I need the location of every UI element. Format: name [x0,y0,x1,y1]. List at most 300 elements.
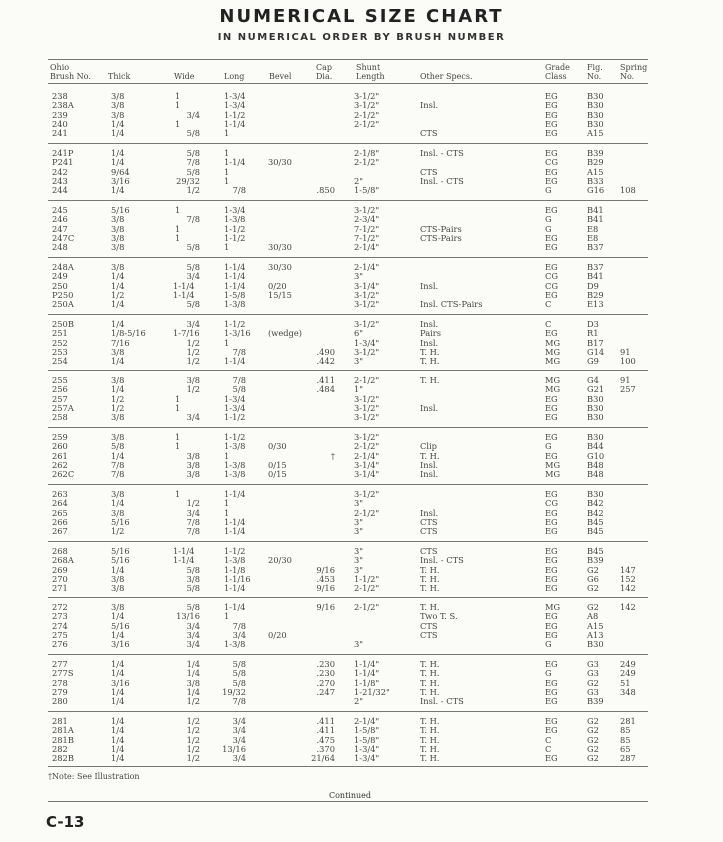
cell-other-specs: CTS [420,128,438,139]
cell-brush-no: 262 [52,459,68,470]
cell-fig-no: B30 [587,109,604,120]
cell-grade-class: EG [545,148,558,158]
cell-cap-dia: 9/16 [316,583,335,594]
cell-wide: 3/4 [186,620,200,631]
cell-grade-class: EG [545,91,558,101]
cell-other-specs: CTS-Pairs [420,232,462,243]
cell-other-specs: T. H. [420,356,440,367]
cell-cap-dia [300,128,335,138]
group-divider [48,484,648,485]
col-header-shunt: Shunt Length [356,63,385,81]
cell-wide: 3/4 [186,109,200,120]
cell-brush-no: 263 [52,489,68,499]
col-header-wide: Wide [174,72,195,81]
cell-brush-no: 268A [52,555,74,566]
cell-long: 1-3/4 [224,402,246,413]
cell-other-specs: T. H. [420,668,440,679]
cell-other-specs: T. H. [420,375,440,385]
cell-fig-no: B39 [587,148,604,158]
cell-fig-no: B30 [587,402,604,413]
cell-cap-dia: .230 [316,659,335,669]
cell-grade-class: G [545,668,552,679]
cell-shunt-length: 7-1/2" [354,232,380,243]
cell-brush-no: 269 [52,564,68,575]
cell-long: 7/8 [232,620,246,631]
cell-shunt-length: 2-1/2" [354,109,380,120]
cell-fig-no: B30 [587,489,604,499]
cell-wide: 3/8 [186,450,200,461]
cell-wide: 3/8 [186,573,200,584]
cell-shunt-length: 3" [354,639,364,650]
col-header-cap: Cap Dia. [316,63,333,81]
cell-shunt-length: 1-1/8" [354,677,380,688]
cell-grade-class: MG [545,337,561,348]
cell-wide: 7/8 [186,526,200,537]
cell-cap-dia: .850 [316,185,335,196]
cell-shunt-length: 6" [354,328,364,339]
cell-fig-no: G3 [587,659,599,669]
cell-cap-dia [300,639,335,649]
cell-long: 1-1/16 [224,573,251,584]
cell-long: 1-3/8 [224,459,246,470]
cell-brush-no: 274 [52,620,68,631]
cell-fig-no: E8 [587,232,599,243]
cell-other-specs: Insl. - CTS [420,555,464,566]
cell-long: 1 [224,166,230,177]
cell-grade-class: EG [545,128,558,139]
cell-spring-no: 51 [620,677,631,688]
cell-wide: 1/2 [186,734,200,745]
cell-thick: 3/8 [111,262,125,272]
cell-brush-no: 275 [52,629,68,640]
cell-long: 1-1/2 [224,232,246,243]
cell-long: 1-1/4 [224,271,246,282]
cell-fig-no: G2 [587,583,599,594]
cell-long: 1 [224,507,230,518]
cell-long: 1-1/4 [224,118,246,129]
cell-grade-class: CG [545,157,558,168]
cell-shunt-length: 7-1/2" [354,223,380,234]
cell-other-specs: T. H. [420,346,440,357]
cell-wide: 1/2 [186,498,200,509]
cell-cap-dia: .411 [316,725,335,736]
cell-long: 7/8 [232,185,246,196]
cell-grade-class: EG [545,546,558,556]
cell-grade-class: EG [545,725,558,736]
cell-brush-no: 254 [52,356,68,367]
cell-fig-no: G16 [587,185,605,196]
cell-fig-no: G21 [587,384,605,395]
cell-thick: 1/4 [111,564,125,575]
cell-other-specs: Pairs [420,328,442,339]
cell-long: 7/8 [232,375,246,385]
cell-brush-no: 240 [52,118,68,129]
cell-grade-class: EG [545,489,558,499]
cell-shunt-length: 2-1/2" [354,583,380,594]
cell-grade-class: CG [545,271,558,282]
cell-cap-dia: .453 [316,573,335,584]
cell-long: 1-1/4 [224,602,246,612]
cell-grade-class: EG [545,753,558,764]
cell-fig-no: G3 [587,686,599,697]
cell-shunt-length: 3-1/2" [354,319,380,329]
cell-fig-no: B48 [587,459,604,470]
cell-wide: 3/4 [186,271,200,282]
cell-shunt-length: 3-1/2" [354,489,380,499]
cell-fig-no: A8 [587,611,599,622]
cell-fig-no: B45 [587,516,604,527]
cell-long: 1-1/4 [224,526,246,537]
cell-bevel: 30/30 [268,242,292,253]
cell-grade-class: EG [545,412,558,423]
cell-thick: 1/2 [111,289,125,300]
cell-other-specs: CTS [420,516,438,527]
col-header-brush: Ohio Brush No. [50,63,91,81]
cell-thick: 3/16 [111,175,130,186]
cell-spring-no: 152 [620,573,636,584]
cell-grade-class: C [545,319,552,329]
cell-fig-no: B39 [587,696,604,707]
cell-fig-no: G2 [587,743,599,754]
cell-grade-class: EG [545,696,558,707]
cell-bevel: 0/30 [268,441,287,452]
continued-label: Continued [328,791,372,800]
cell-thick: 1/4 [111,185,125,196]
cell-grade-class: CG [545,498,558,509]
cell-fig-no: G10 [587,450,605,461]
cell-fig-no: D3 [587,319,599,329]
cell-wide: 1-7/16 [173,328,200,339]
cell-cap-dia: .475 [316,734,335,745]
cell-thick: 1/4 [111,659,125,669]
cell-grade-class: EG [545,555,558,566]
cell-other-specs: Insl. - CTS [420,696,464,707]
cell-thick: 7/8 [111,469,125,480]
cell-long: 1-1/8 [224,564,246,575]
cell-grade-class: EG [545,716,558,726]
cell-long: 1-3/4 [224,393,246,404]
cell-brush-no: 247C [52,232,75,243]
cell-other-specs: CTS [420,526,438,537]
cell-wide: 3/8 [186,375,200,385]
cell-long: 1 [224,175,230,186]
cell-thick: 3/8 [111,232,125,243]
cell-fig-no: B30 [587,412,604,423]
cell-shunt-length: 3-1/2" [354,346,380,357]
cell-grade-class: EG [545,393,558,404]
cell-bevel: 15/15 [268,289,292,300]
cell-shunt-length: 3-1/4" [354,280,380,291]
cell-long: 7/8 [232,346,246,357]
cell-long: 1 [224,128,230,139]
cell-spring-no: 281 [620,716,636,726]
table-bottom-rule [48,766,648,767]
cell-fig-no: B41 [587,271,604,282]
cell-grade-class: MG [545,602,561,612]
cell-brush-no: 244 [52,185,68,196]
cell-long: 1-1/4 [224,280,246,291]
cell-shunt-length: 3-1/2" [354,91,380,101]
cell-fig-no: B45 [587,526,604,537]
cell-grade-class: C [545,734,552,745]
cell-brush-no: 250 [52,280,68,291]
group-divider [48,257,648,258]
cell-fig-no: B37 [587,262,604,272]
col-header-bevel: Bevel [269,72,292,81]
cell-fig-no: G2 [587,602,599,612]
cell-grade-class: MG [545,459,561,470]
cell-long: 1 [224,337,230,348]
cell-shunt-length: 2-3/4" [354,214,380,225]
cell-other-specs: Clip [420,441,437,452]
cell-cap-dia: 9/16 [316,602,335,612]
cell-other-specs: Insl. [420,402,439,413]
cell-fig-no: A13 [587,629,604,640]
cell-brush-no: 270 [52,573,68,584]
cell-grade-class: EG [545,175,558,186]
cell-wide: 3/8 [186,677,200,688]
cell-thick: 1/4 [111,384,125,395]
cell-wide: 1 [175,232,181,243]
cell-cap-dia: .442 [316,356,335,367]
cell-fig-no: B30 [587,118,604,129]
cell-fig-no: B48 [587,469,604,480]
cell-thick: 1/4 [111,299,125,310]
cell-spring-no: 85 [620,725,631,736]
cell-thick: 5/16 [111,546,130,556]
cell-shunt-length: 2-1/8" [354,148,380,158]
cell-wide: 5/8 [186,583,200,594]
cell-fig-no: B17 [587,337,604,348]
cell-shunt-length: 2-1/4" [354,262,380,272]
cell-brush-no: 246 [52,214,68,225]
cell-wide: 5/8 [186,148,200,158]
cell-long: 13/16 [222,743,246,754]
cell-thick: 3/8 [111,223,125,234]
cell-fig-no: R1 [587,328,599,339]
cell-thick: 1/4 [111,498,125,509]
cell-brush-no: 278 [52,677,68,688]
cell-bevel: 20/30 [268,555,292,566]
cell-shunt-length: 3-1/2" [354,432,380,442]
cell-wide: 1 [175,100,181,111]
cell-grade-class: G [545,214,552,225]
cell-shunt-length: 3-1/4" [354,469,380,480]
cell-wide: 3/8 [186,469,200,480]
cell-long: 1 [224,498,230,509]
cell-wide: 1 [175,223,181,234]
cell-fig-no: B44 [587,441,604,452]
cell-grade-class: EG [545,507,558,518]
cell-shunt-length: 3-1/2" [354,393,380,404]
cell-other-specs: Insl. [420,507,439,518]
cell-wide: 5/8 [186,299,200,310]
cell-fig-no: E13 [587,299,604,310]
cell-long: 1-1/2 [224,412,246,423]
cell-long: 1-1/4 [224,262,246,272]
cell-shunt-length: 3-1/2" [354,289,380,300]
cell-cap-dia: † [330,450,335,461]
cell-bevel: (wedge) [268,328,303,339]
cell-thick: 1/4 [111,118,125,129]
cell-fig-no: B41 [587,205,604,215]
cell-shunt-length: 1-5/8" [354,185,380,196]
cell-long: 19/32 [222,686,246,697]
cell-long: 1-3/16 [224,328,251,339]
cell-grade-class: EG [545,242,558,253]
cell-wide: 1/4 [186,686,200,697]
cell-grade-class: G [545,639,552,650]
cell-wide: 7/8 [186,157,200,168]
cell-wide: 29/32 [176,175,200,186]
cell-brush-no: 265 [52,507,68,518]
cell-shunt-length: 1-21/32" [354,686,390,697]
cell-shunt-length: 3-1/2" [354,402,380,413]
cell-shunt-length: 2-1/2" [354,157,380,168]
cell-brush-no: 267 [52,526,68,537]
cell-shunt-length: 3" [354,516,364,527]
cell-long: 1-3/4 [224,100,246,111]
cell-grade-class: EG [545,109,558,120]
cell-thick: 5/16 [111,555,130,566]
cell-brush-no: 242 [52,166,68,177]
cell-brush-no: 279 [52,686,68,697]
cell-brush-no: P250 [52,289,74,300]
cell-brush-no: 248A [52,262,74,272]
cell-other-specs: Insl. - CTS [420,148,464,158]
cell-long: 1-1/2 [224,319,246,329]
cell-brush-no: 277 [52,659,68,669]
cell-grade-class: EG [545,629,558,640]
cell-cap-dia: 21/64 [311,753,335,764]
cell-long: 1-3/8 [224,214,246,225]
cell-fig-no: D9 [587,280,599,291]
cell-thick: 3/8 [111,432,125,442]
cell-shunt-length: 1-1/2" [354,573,380,584]
cell-wide: 1/2 [186,725,200,736]
cell-other-specs: CTS [420,629,438,640]
cell-fig-no: A15 [587,166,604,177]
cell-other-specs: Insl. [420,469,439,480]
cell-long: 1 [224,450,230,461]
cell-grade-class: G [545,185,552,196]
cell-thick: 3/8 [111,91,125,101]
cell-thick: 3/8 [111,100,125,111]
group-divider [48,200,648,201]
cell-thick: 3/8 [111,507,125,518]
cell-cap-dia: .484 [316,384,335,395]
cell-fig-no: B29 [587,157,604,168]
cell-fig-no: B30 [587,91,604,101]
cell-long: 1-5/8 [224,289,246,300]
cell-other-specs: Insl. [420,459,439,470]
cell-other-specs: CTS [420,546,438,556]
cell-thick: 1/2 [111,402,125,413]
cell-grade-class: EG [545,620,558,631]
cell-grade-class: G [545,441,552,452]
cell-thick: 5/16 [111,516,130,527]
header-top-rule [48,59,648,60]
cell-fig-no: B39 [587,555,604,566]
cell-other-specs: T. H. [420,573,440,584]
cell-wide: 1 [175,393,181,404]
cell-wide: 1/2 [186,346,200,357]
cell-fig-no: G2 [587,716,599,726]
cell-shunt-length: 2-1/4" [354,242,380,253]
cell-cap-dia: .230 [316,668,335,679]
cell-other-specs: T. H. [420,583,440,594]
cell-fig-no: B41 [587,214,604,225]
cell-thick: 3/8 [111,214,125,225]
cell-long: 1-3/8 [224,469,246,480]
cell-shunt-length: 3-1/2" [354,412,380,423]
cell-other-specs: Insl. [420,319,439,329]
cell-cap-dia: .247 [316,686,335,697]
cell-fig-no: B30 [587,393,604,404]
cell-wide: 1 [175,205,181,215]
cell-thick: 1/4 [111,148,125,158]
cell-brush-no: 281B [52,734,74,745]
cell-spring-no: 100 [620,356,636,367]
cell-thick: 1/4 [111,734,125,745]
cell-brush-no: 277S [52,668,74,679]
cell-brush-no: 257 [52,393,68,404]
cell-grade-class: MG [545,469,561,480]
cell-grade-class: C [545,299,552,310]
cell-other-specs: CTS [420,620,438,631]
cell-other-specs: T. H. [420,734,440,745]
cell-brush-no: 248 [52,242,68,253]
cell-grade-class: EG [545,564,558,575]
cell-fig-no: B30 [587,100,604,111]
cell-shunt-length: 1-5/8" [354,734,380,745]
cell-thick: 3/16 [111,639,130,650]
cell-wide: 3/4 [186,507,200,518]
cell-shunt-length: 1-5/8" [354,725,380,736]
cell-brush-no: 238 [52,91,68,101]
cell-wide: 1/2 [186,384,200,395]
cell-thick: 1/4 [111,611,125,622]
cell-fig-no: B37 [587,242,604,253]
cell-brush-no: 239 [52,109,68,120]
cell-brush-no: 262C [52,469,75,480]
cell-wide: 7/8 [186,516,200,527]
cell-cap-dia [300,526,335,536]
cell-wide: 3/8 [186,459,200,470]
cell-long: 1-3/8 [224,639,246,650]
col-header-grade: Grade Class [545,63,570,81]
cell-long: 1-3/4 [224,205,246,215]
cell-other-specs: Insl. [420,100,439,111]
cell-thick: 7/16 [111,337,130,348]
cell-long: 1-3/4 [224,91,246,101]
cell-thick: 3/8 [111,346,125,357]
cell-grade-class: EG [545,166,558,177]
cell-long: 3/4 [232,629,246,640]
cell-brush-no: 276 [52,639,68,650]
cell-spring-no: 142 [620,602,636,612]
cell-thick: 9/64 [111,166,130,177]
cell-wide: 3/4 [186,639,200,650]
cell-grade-class: EG [545,611,558,622]
cell-fig-no: G14 [587,346,605,357]
cell-shunt-length: 3" [354,546,364,556]
cell-shunt-length: 3-1/4" [354,459,380,470]
col-header-long: Long [224,72,245,81]
cell-cap-dia: .490 [316,346,335,357]
cell-shunt-length: 3" [354,526,364,537]
cell-thick: 3/8 [111,109,125,120]
